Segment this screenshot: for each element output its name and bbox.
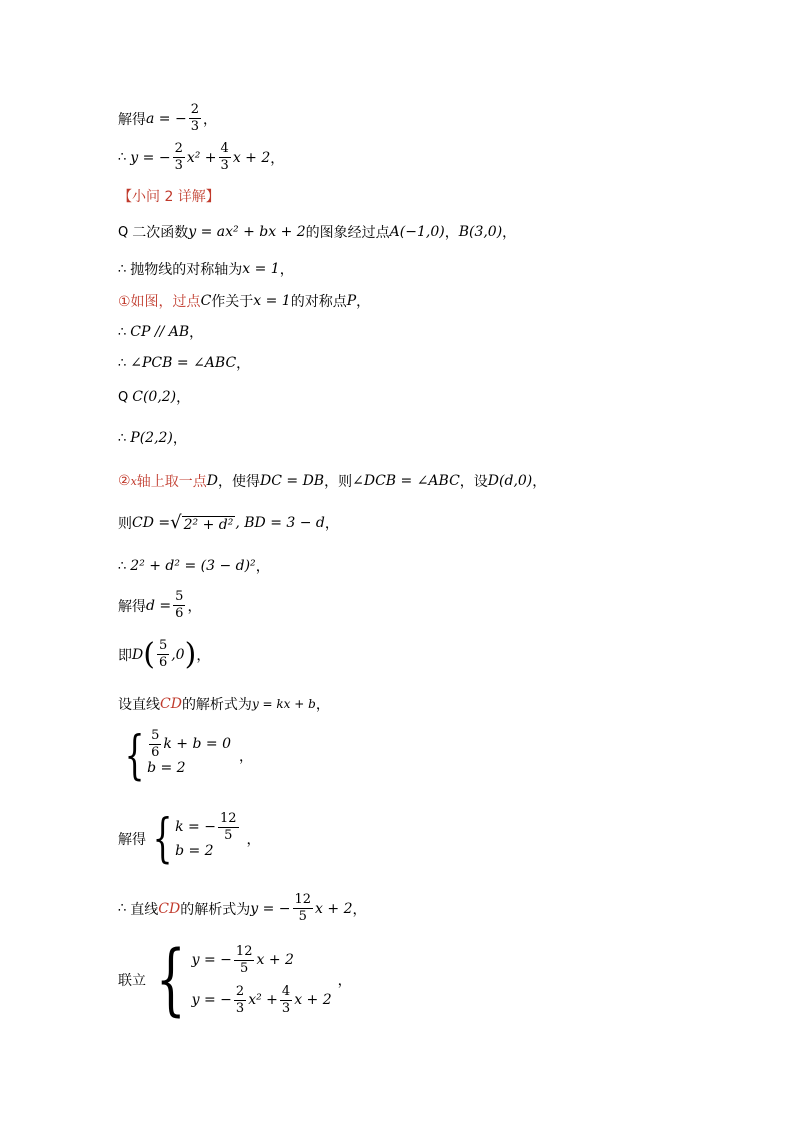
text: ，则 [324, 474, 353, 490]
equation-part: x² + [186, 149, 217, 166]
text: 直线 [130, 901, 159, 918]
solution-line-14 [118, 589, 201, 622]
equation: x = 1 [253, 293, 291, 309]
therefore-symbol: ∴ [118, 430, 127, 446]
solution-line-19 [118, 892, 366, 925]
system-row [175, 839, 240, 863]
system-row [147, 727, 231, 760]
equation: P(2,2) [130, 430, 173, 446]
equation-system-3 [118, 935, 352, 1025]
radical-sign: √ [170, 512, 182, 533]
denominator: 3 [281, 1000, 291, 1016]
denominator: 5 [298, 909, 307, 924]
system [118, 726, 231, 786]
solution-line-13 [118, 556, 270, 576]
solution-line-8 [118, 353, 250, 373]
fraction [280, 984, 292, 1017]
equation: y = − [130, 149, 171, 166]
punct: ， [255, 559, 270, 575]
text: 即 [118, 647, 132, 664]
solution-line-7 [118, 322, 203, 342]
system-rows [192, 940, 332, 1020]
equation-system-1 [118, 726, 253, 786]
denominator: 3 [174, 158, 183, 173]
because-symbol: Q [118, 389, 129, 405]
equation: a = − [146, 110, 187, 127]
point-b: B(3,0) [458, 224, 503, 240]
equation: , BD = 3 − d [235, 514, 325, 531]
equation: CP // AB [130, 324, 190, 340]
punct: ， [315, 697, 330, 713]
left-paren: ( [143, 636, 155, 672]
equation: b = 2 [175, 843, 214, 859]
system-rows [175, 810, 240, 863]
equation-part: x + 2 [294, 992, 332, 1008]
text: 解得 [118, 598, 146, 615]
radicand: 2² + d² [183, 517, 234, 533]
point-p: P [346, 293, 357, 309]
solution-line-4 [118, 222, 516, 242]
left-brace: { [152, 809, 173, 869]
left-brace: { [124, 726, 145, 786]
equation: y = ax² + bx + 2 [188, 224, 306, 240]
punct: ， [502, 225, 517, 241]
equation: x = 1 [242, 261, 280, 277]
solution-line-5 [118, 259, 294, 279]
line-cd: CD [158, 900, 181, 917]
therefore-symbol: ∴ [118, 150, 127, 165]
denominator: 6 [151, 744, 160, 760]
equation-part: ,0 [171, 646, 185, 663]
equation: ∠DCB = ∠ABC [352, 473, 460, 489]
equation: CD = [132, 514, 171, 531]
text: 二次函数 [132, 225, 189, 241]
text: ，使得 [218, 474, 261, 490]
numerator: 5 [158, 638, 168, 653]
text: 的对称点 [290, 294, 347, 310]
denominator: 3 [235, 1000, 245, 1016]
punct: ， [176, 390, 191, 406]
text: 作关于 [211, 294, 254, 310]
solution-line-6 [118, 291, 370, 311]
heading-text: 【小问 2 详解】 [118, 189, 220, 205]
numerator: 12 [294, 892, 312, 907]
system [146, 935, 332, 1025]
line-cd: CD [160, 696, 182, 712]
denominator: 5 [240, 960, 249, 976]
fraction [234, 944, 255, 977]
system-row [192, 980, 332, 1020]
punct: ， [172, 431, 187, 447]
numerator: 2 [190, 102, 199, 117]
punct: ， [356, 294, 371, 310]
solution-line-16 [118, 694, 330, 714]
section-heading [118, 186, 220, 206]
equation: y = − [250, 900, 291, 917]
solution-line-9 [118, 387, 190, 407]
text: 的图象经过点 [305, 225, 390, 241]
numerator: 5 [151, 727, 160, 743]
text: 解得 [118, 832, 146, 848]
fraction [234, 984, 246, 1017]
solution-line-11 [118, 471, 546, 491]
left-brace: { [155, 935, 186, 1025]
equation-part: k = − [175, 819, 216, 835]
text: ，设 [459, 474, 488, 490]
text: 的解析式为 [181, 697, 252, 713]
text: ①如图，过点 [118, 294, 201, 310]
numerator: 4 [281, 983, 291, 999]
punct: ， [187, 598, 202, 615]
system-row [175, 810, 240, 843]
solution-line-1 [118, 102, 217, 135]
punct: ， [532, 474, 547, 490]
because-symbol: Q [118, 224, 129, 240]
solution-line-2 [118, 141, 284, 174]
punct: ， [337, 973, 352, 989]
point-c: C [200, 293, 212, 309]
text: 则 [118, 515, 132, 532]
numerator: 2 [235, 983, 245, 999]
punct: ， [279, 262, 294, 278]
therefore-symbol: ∴ [118, 901, 127, 916]
equation: DC = DB [260, 473, 325, 489]
punct: ， [196, 647, 211, 664]
fraction [173, 589, 185, 622]
punct: ， [270, 150, 285, 167]
fraction [293, 892, 314, 925]
equation: b = 2 [147, 760, 186, 776]
punct: ， [246, 832, 261, 848]
text: 联立 [118, 973, 146, 989]
denominator: 5 [224, 827, 233, 843]
equation-part: y = − [191, 992, 232, 1008]
equation-system-2 [118, 809, 261, 869]
point-d: D [132, 646, 144, 663]
solution-line-12 [118, 512, 339, 533]
text: 解得 [118, 111, 146, 128]
point-a: A(−1,0) [389, 224, 445, 240]
equation-part: x + 2 [232, 149, 271, 166]
x-variable: x [130, 474, 137, 488]
therefore-symbol: ∴ [118, 261, 127, 277]
right-paren: ) [184, 636, 197, 672]
point-d: D [206, 473, 219, 489]
punct: ， [352, 901, 367, 918]
fraction [157, 638, 169, 671]
text: 轴上取一点 [136, 474, 207, 490]
numerator: 4 [220, 141, 229, 156]
equation: C(0,2) [132, 389, 177, 405]
equation: ∠PCB = ∠ABC [130, 355, 237, 371]
system-row [192, 940, 332, 980]
fraction [189, 102, 201, 135]
punct: ， [444, 225, 459, 241]
equation-part: x + 2 [315, 900, 353, 917]
therefore-symbol: ∴ [118, 355, 127, 371]
solution-line-10 [118, 428, 187, 448]
text: 的解析式为 [180, 901, 251, 918]
punct: ， [239, 749, 253, 765]
denominator: 3 [190, 119, 199, 134]
punct: ， [236, 356, 251, 372]
system [146, 809, 241, 869]
therefore-symbol: ∴ [118, 558, 127, 574]
numerator: 12 [219, 810, 237, 826]
equation: 2² + d² = (3 − d)² [130, 558, 256, 574]
text: 设直线 [118, 697, 160, 713]
text: ② [118, 473, 131, 489]
system-rows [147, 727, 231, 780]
equation: y = kx + b [251, 697, 316, 711]
denominator: 3 [220, 158, 229, 173]
punct: ， [203, 111, 217, 128]
equation-part: x + 2 [256, 952, 294, 968]
denominator: 6 [175, 606, 184, 621]
solution-line-15 [118, 638, 210, 671]
text: 抛物线的对称轴为 [130, 262, 243, 278]
numerator: 5 [175, 589, 184, 604]
punct: ， [324, 515, 339, 532]
equation-part: x² + [248, 992, 278, 1008]
equation-part: y = − [191, 952, 232, 968]
punct: ， [189, 325, 204, 341]
fraction [219, 141, 231, 174]
numerator: 12 [235, 943, 253, 959]
system-row [147, 756, 231, 780]
square-root [170, 512, 235, 533]
denominator: 6 [158, 655, 168, 670]
equation: D(d,0) [487, 473, 533, 489]
equation: d = [146, 597, 172, 614]
fraction [173, 141, 185, 174]
numerator: 2 [174, 141, 183, 156]
therefore-symbol: ∴ [118, 324, 127, 340]
equation-part: k + b = 0 [163, 736, 231, 752]
